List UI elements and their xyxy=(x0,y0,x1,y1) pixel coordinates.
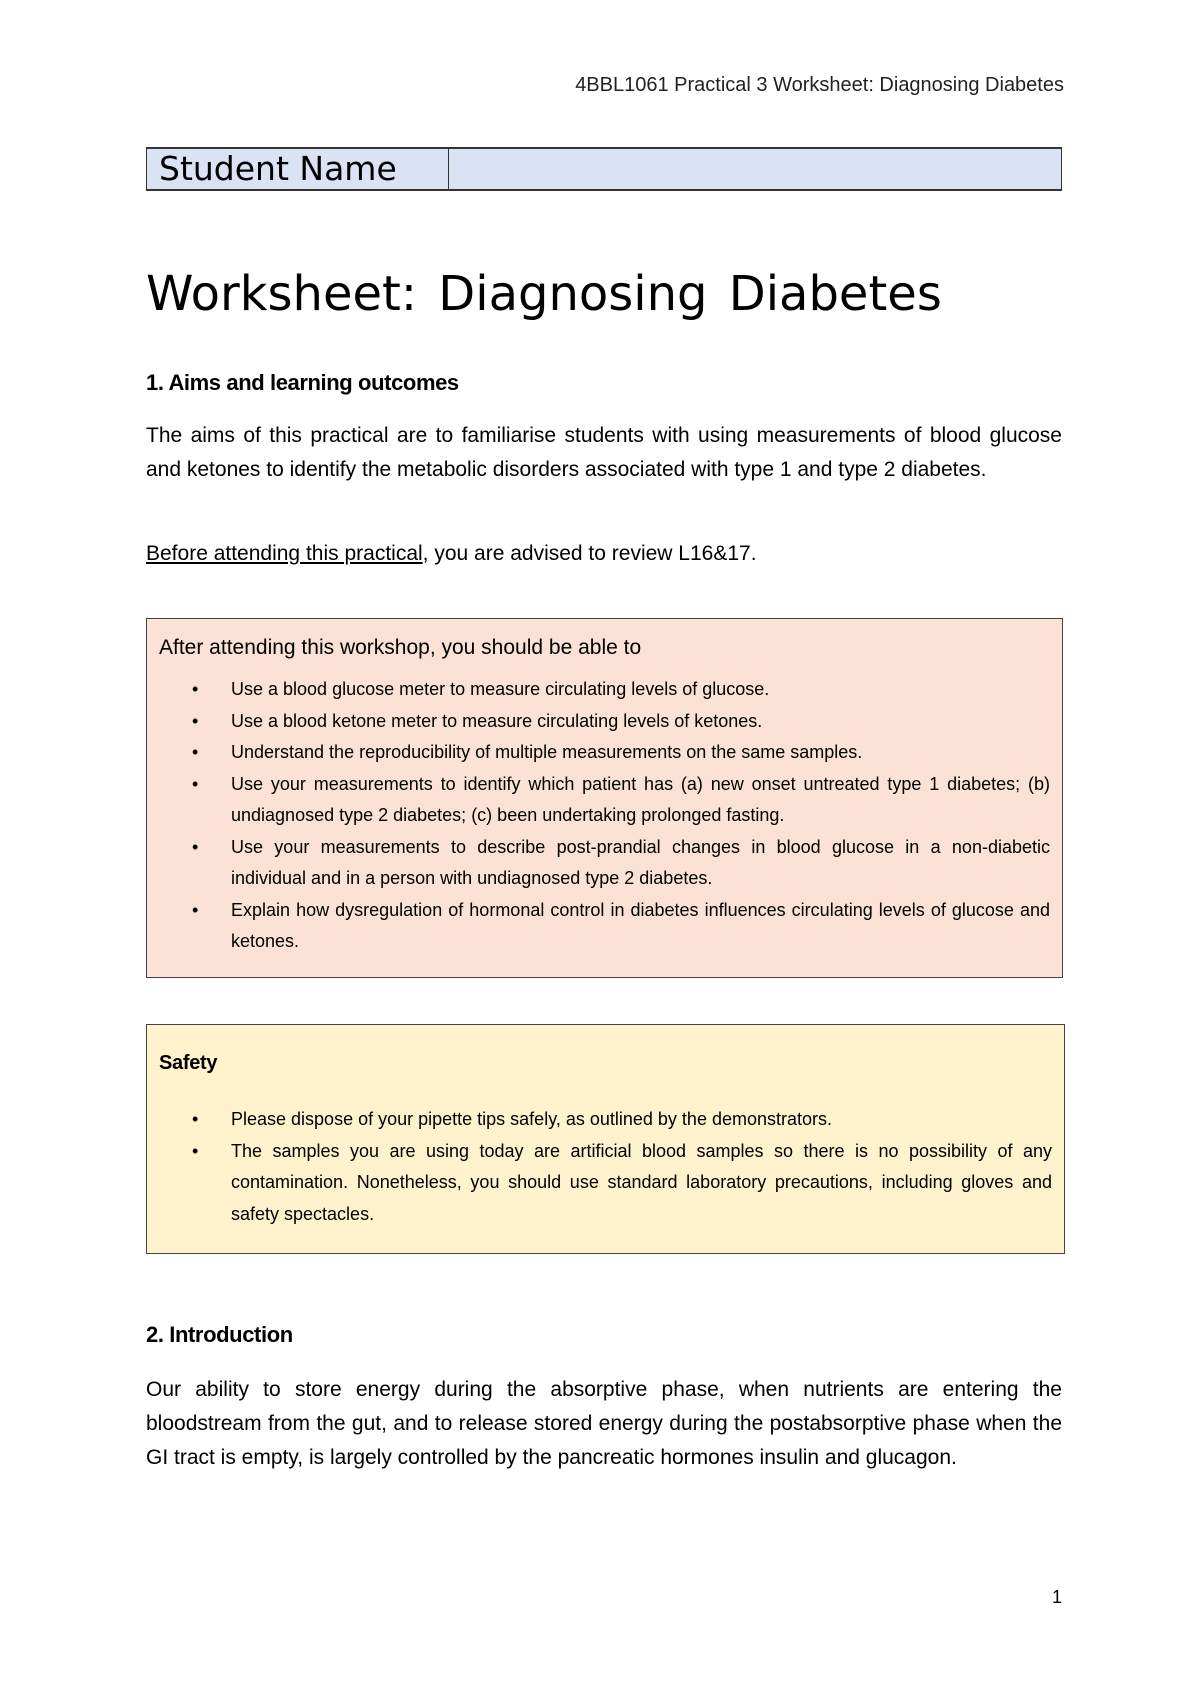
section-heading-aims: 1. Aims and learning outcomes xyxy=(146,370,459,395)
learning-outcomes-list xyxy=(147,674,1050,958)
bullet-icon: • xyxy=(192,710,199,731)
page-number: 1 xyxy=(1051,1587,1062,1607)
before-attending-note xyxy=(146,537,1062,571)
list-item: • Use your measurements to describe post-prandial changes in blood glucose in a non-diabetic individual and in a person with undiagnosed type 2 diabetes. xyxy=(147,832,1050,895)
list-item: • Use your measurements to identify which patient has (a) new onset untreated type 1 diabetes; (b) undiagnosed type 2 diabetes; (c) been undertaking prolonged fasting. xyxy=(147,769,1050,832)
bullet-icon: • xyxy=(192,742,199,762)
safety-list xyxy=(147,1104,1052,1230)
before-attending-underlined: Before attending this practical xyxy=(146,542,423,565)
safety-box xyxy=(146,1024,1065,1254)
list-item: • Use a blood glucose meter to measure circulating levels of glucose. xyxy=(147,674,1050,706)
running-header: 4BBL1061 Practical 3 Worksheet: Diagnosing Diabetes xyxy=(575,74,1064,96)
bullet-icon: • xyxy=(192,773,199,794)
list-item: • Use a blood ketone meter to measure circulating levels of ketones. xyxy=(147,706,1050,738)
introduction-paragraph: Our ability to store energy during the absorptive phase, when nutrients are entering the bloodstream from the gut, and to release stored energy during the postabsorptive phase when the GI tract is empty, is largely controlled by the pancreatic hormones insulin and glucagon. xyxy=(146,1378,1062,1469)
bullet-icon: • xyxy=(192,679,199,699)
bullet-icon: • xyxy=(192,1140,199,1161)
learning-outcomes-box xyxy=(146,618,1063,978)
aims-paragraph: The aims of this practical are to familiarise students with using measurements of blood glucose and ketones to identify the metabolic disorders associated with type 1 and type 2 diabetes. xyxy=(146,424,1062,481)
bullet-icon: • xyxy=(192,899,199,920)
section-heading-introduction: 2. Introduction xyxy=(146,1322,293,1347)
list-item: • Understand the reproducibility of multiple measurements on the same samples. xyxy=(147,737,1050,769)
bullet-icon: • xyxy=(192,836,199,857)
list-item: • The samples you are using today are artificial blood samples so there is no possibility of any contamination. Nonetheless, you should use standard laboratory precautions, including gloves and safety spectacles. xyxy=(147,1136,1052,1231)
learning-outcomes-title: After attending this workshop, you should be able to xyxy=(159,636,642,659)
document-title: Worksheet: Diagnosing Diabetes xyxy=(146,266,942,322)
safety-title: Safety xyxy=(159,1052,218,1074)
bullet-icon: • xyxy=(192,1109,199,1129)
list-item: • Please dispose of your pipette tips safely, as outlined by the demonstrators. xyxy=(147,1104,1052,1136)
student-name-label: Student Name xyxy=(147,148,449,190)
list-item: • Explain how dysregulation of hormonal control in diabetes influences circulating levels of glucose and ketones. xyxy=(147,895,1050,958)
student-name-table xyxy=(146,147,1062,191)
before-attending-rest: , you are advised to review L16&17. xyxy=(422,542,757,565)
student-name-field[interactable] xyxy=(449,148,1062,190)
